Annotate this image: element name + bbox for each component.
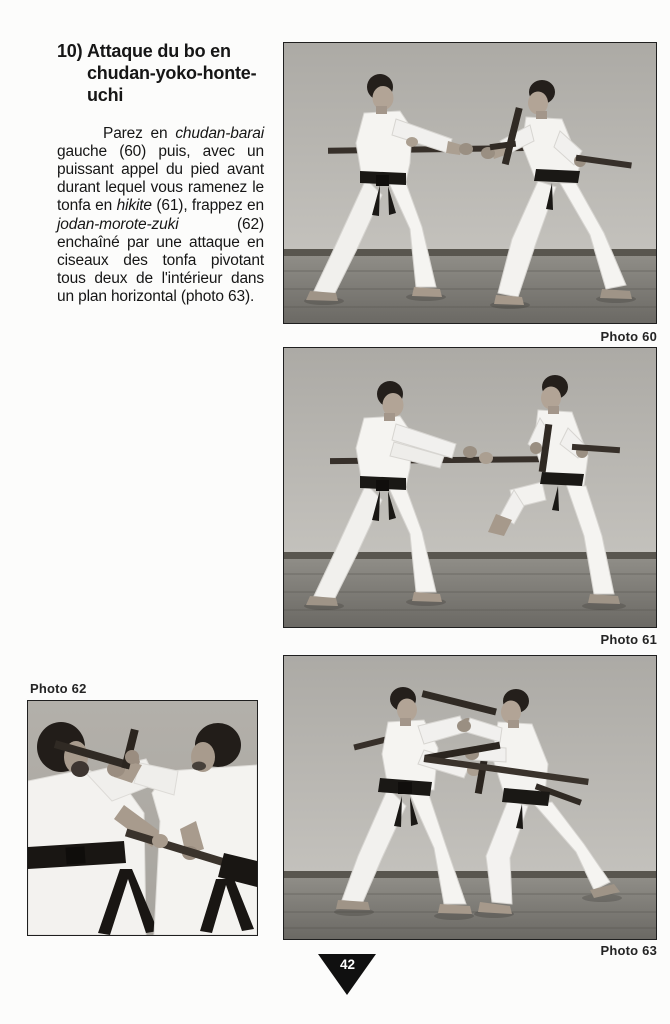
page-number-marker [318, 954, 377, 995]
photo-60-image [284, 43, 656, 323]
photo-62-image [28, 701, 257, 935]
photo-62 [27, 700, 258, 936]
section-number: 10) [57, 41, 83, 61]
section-title-line: uchi [87, 85, 124, 105]
photo-61 [283, 347, 657, 628]
mustache [192, 762, 206, 771]
body-paragraph: Parez en chudan-barai gauche (60) puis, avec un puissant appel du pied avant durant lequel vous ramenez le tonfa en hikite (61), frappez en jodan-morote-zuki (62) enchaîné par une attaque en ciseaux des tonfa pivotant tous deux de l'intérieur dans un plan horizontal (photo 63). [57, 124, 264, 306]
photo-62-caption: Photo 62 [30, 681, 87, 696]
photo-63-image [284, 656, 656, 939]
section-title-line: chudan-yoko-honte- [87, 63, 257, 83]
page-number: 42 [339, 957, 356, 972]
photo-61-image [284, 348, 656, 627]
photo-63-caption: Photo 63 [600, 943, 657, 958]
section-title-line: Attaque du bo en [87, 41, 231, 61]
section-heading [57, 40, 275, 106]
photo-60 [283, 42, 657, 324]
section-title [87, 40, 275, 106]
photo-61-caption: Photo 61 [600, 632, 657, 647]
photo-60-caption: Photo 60 [600, 329, 657, 344]
photo-63 [283, 655, 657, 940]
beard [71, 761, 89, 777]
